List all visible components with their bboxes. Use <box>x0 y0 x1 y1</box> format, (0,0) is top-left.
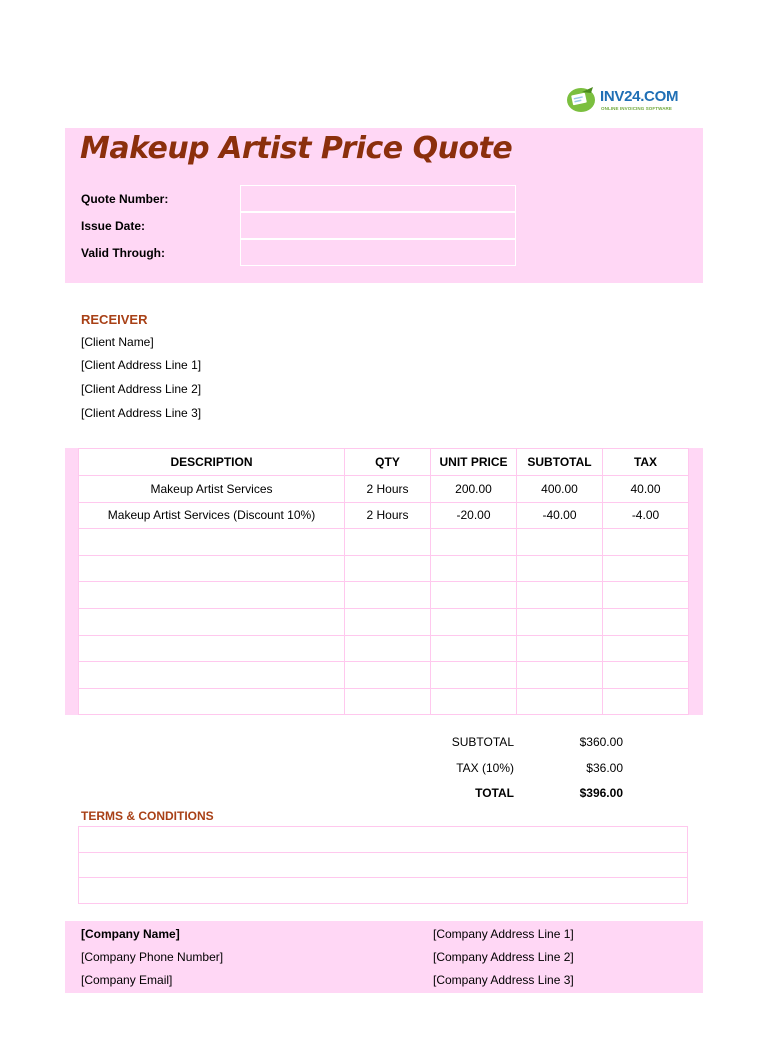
terms-heading: TERMS & CONDITIONS <box>81 809 214 823</box>
table-row <box>79 555 689 582</box>
table-row <box>79 635 689 662</box>
total-label: TOTAL <box>475 786 514 800</box>
valid-through-field[interactable] <box>240 239 516 266</box>
cell-tax[interactable] <box>603 529 689 556</box>
cell-subtotal[interactable]: -40.00 <box>517 502 603 529</box>
cell-qty[interactable] <box>345 555 431 582</box>
cell-description[interactable] <box>79 662 345 689</box>
cell-tax[interactable] <box>603 688 689 715</box>
company-phone: [Company Phone Number] <box>81 950 224 964</box>
cell-tax[interactable]: -4.00 <box>603 502 689 529</box>
cell-subtotal[interactable]: 400.00 <box>517 476 603 503</box>
terms-line-3[interactable] <box>79 878 688 904</box>
logo-icon <box>565 84 599 114</box>
cell-qty[interactable] <box>345 582 431 609</box>
quote-number-label: Quote Number: <box>81 192 169 206</box>
client-name: [Client Name] <box>81 335 154 349</box>
terms-line-2[interactable] <box>79 852 688 878</box>
items-table <box>78 448 689 715</box>
terms-line-1[interactable] <box>79 827 688 853</box>
col-subtotal: SUBTOTAL <box>517 449 603 476</box>
cell-tax[interactable] <box>603 582 689 609</box>
cell-subtotal[interactable] <box>517 582 603 609</box>
client-address-line-2: [Client Address Line 2] <box>81 382 202 396</box>
cell-unit-price[interactable]: 200.00 <box>431 476 517 503</box>
company-logo <box>565 84 685 118</box>
cell-subtotal[interactable] <box>517 529 603 556</box>
cell-unit-price[interactable] <box>431 529 517 556</box>
cell-tax[interactable]: 40.00 <box>603 476 689 503</box>
cell-subtotal[interactable] <box>517 635 603 662</box>
table-row <box>79 608 689 635</box>
col-description: DESCRIPTION <box>79 449 345 476</box>
cell-subtotal[interactable] <box>517 608 603 635</box>
cell-unit-price[interactable] <box>431 555 517 582</box>
cell-description[interactable] <box>79 582 345 609</box>
cell-qty[interactable] <box>345 688 431 715</box>
terms-table <box>78 826 688 904</box>
logo-tagline: ONLINE INVOICING SOFTWARE <box>601 106 673 111</box>
terms-row <box>79 878 688 904</box>
tax-value: $36.00 <box>586 761 623 775</box>
cell-unit-price[interactable] <box>431 608 517 635</box>
cell-qty[interactable] <box>345 635 431 662</box>
cell-description[interactable]: Makeup Artist Services (Discount 10%) <box>79 502 345 529</box>
col-unit-price: UNIT PRICE <box>431 449 517 476</box>
table-row <box>79 476 689 503</box>
subtotal-value: $360.00 <box>579 735 623 749</box>
table-row <box>79 502 689 529</box>
cell-tax[interactable] <box>603 555 689 582</box>
cell-subtotal[interactable] <box>517 662 603 689</box>
cell-qty[interactable]: 2 Hours <box>345 476 431 503</box>
cell-tax[interactable] <box>603 635 689 662</box>
cell-qty[interactable] <box>345 529 431 556</box>
subtotal-label: SUBTOTAL <box>451 735 514 749</box>
client-address-line-1: [Client Address Line 1] <box>81 358 202 372</box>
cell-subtotal[interactable] <box>517 555 603 582</box>
cell-tax[interactable] <box>603 662 689 689</box>
quote-number-field[interactable] <box>240 185 516 212</box>
cell-description[interactable] <box>79 608 345 635</box>
cell-qty[interactable]: 2 Hours <box>345 502 431 529</box>
cell-description[interactable] <box>79 555 345 582</box>
cell-unit-price[interactable]: -20.00 <box>431 502 517 529</box>
valid-through-label: Valid Through: <box>81 246 165 260</box>
cell-description[interactable] <box>79 688 345 715</box>
terms-row <box>79 827 688 853</box>
table-row <box>79 662 689 689</box>
cell-unit-price[interactable] <box>431 662 517 689</box>
client-address-line-3: [Client Address Line 3] <box>81 406 202 420</box>
company-email: [Company Email] <box>81 973 173 987</box>
cell-unit-price[interactable] <box>431 582 517 609</box>
col-tax: TAX <box>603 449 689 476</box>
cell-description[interactable]: Makeup Artist Services <box>79 476 345 503</box>
page-title: Makeup Artist Price Quote <box>80 131 513 166</box>
logo-name: INV24.COM <box>600 88 679 105</box>
table-row <box>79 688 689 715</box>
cell-tax[interactable] <box>603 608 689 635</box>
issue-date-label: Issue Date: <box>81 219 146 233</box>
cell-description[interactable] <box>79 635 345 662</box>
cell-qty[interactable] <box>345 608 431 635</box>
items-header-row <box>79 449 689 476</box>
cell-qty[interactable] <box>345 662 431 689</box>
issue-date-field[interactable] <box>240 212 516 239</box>
cell-unit-price[interactable] <box>431 635 517 662</box>
cell-description[interactable] <box>79 529 345 556</box>
table-row <box>79 529 689 556</box>
total-value: $396.00 <box>579 786 623 800</box>
company-address-line-1: [Company Address Line 1] <box>433 927 574 941</box>
table-row <box>79 582 689 609</box>
cell-subtotal[interactable] <box>517 688 603 715</box>
terms-row <box>79 852 688 878</box>
company-address-line-3: [Company Address Line 3] <box>433 973 574 987</box>
receiver-heading: RECEIVER <box>81 312 148 327</box>
tax-label: TAX (10%) <box>456 761 514 775</box>
col-qty: QTY <box>345 449 431 476</box>
company-address-line-2: [Company Address Line 2] <box>433 950 574 964</box>
company-name: [Company Name] <box>81 927 180 941</box>
cell-unit-price[interactable] <box>431 688 517 715</box>
